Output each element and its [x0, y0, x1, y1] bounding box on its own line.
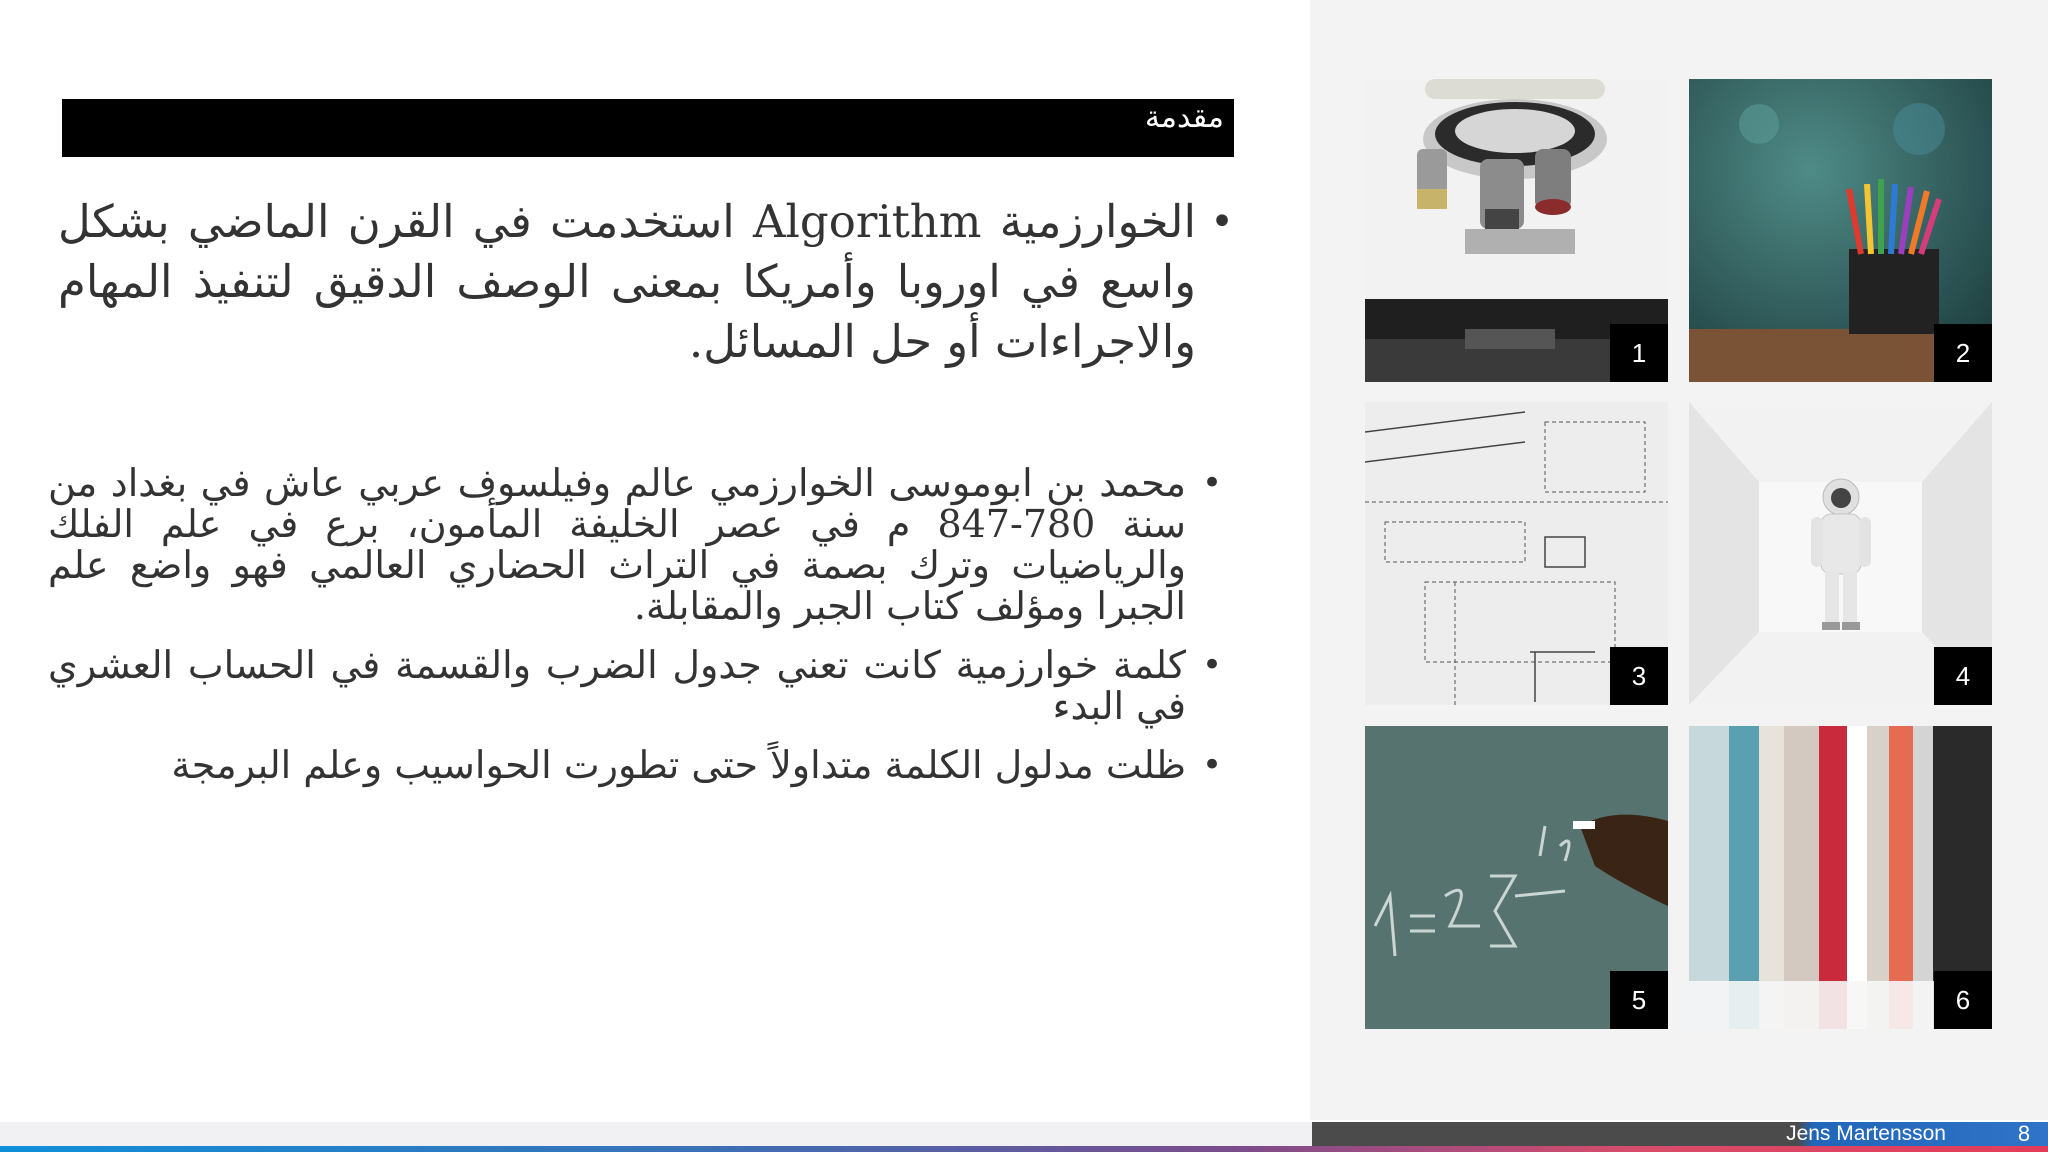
bullet-icon: • [1201, 463, 1223, 503]
astronaut-image [1689, 402, 1992, 705]
page-number: 8 [2017, 1121, 2031, 1146]
bullet-icon: • [1210, 199, 1234, 245]
list-item [48, 745, 1228, 786]
slide-title: مقدمة [1144, 100, 1224, 135]
bullet-text: ظلت مدلول الكلمة متداولاً حتى تطورت الحواسيب وعلم البرمجة [171, 743, 1186, 787]
chalkboard-image [1365, 726, 1668, 1029]
accent-strip [0, 1146, 2048, 1152]
image-number-label: 3 [1610, 647, 1668, 705]
image-number-label: 1 [1610, 324, 1668, 382]
footer-author: Jens Martensson [1786, 1122, 1946, 1145]
books-image [1689, 726, 1992, 1029]
bullet-list [48, 463, 1228, 804]
footer-left-band [0, 1122, 1312, 1146]
intro-bullet [58, 192, 1238, 372]
bullet-text: كلمة خوارزمية كانت تعني جدول الضرب والقسمة في الحساب العشري في البدء [48, 643, 1186, 728]
list-item [48, 645, 1228, 727]
image-number-label: 4 [1934, 647, 1992, 705]
colored-pencils-image [1689, 79, 1992, 382]
image-number-label: 5 [1610, 971, 1668, 1029]
list-item [48, 463, 1228, 627]
intro-paragraph-block [58, 192, 1238, 372]
microscope-image [1365, 79, 1668, 382]
image-number-label: 6 [1934, 971, 1992, 1029]
bullet-text: محمد بن ابوموسى الخوارزمي عالم وفيلسوف عربي عاش في بغداد من سنة 780-847 م في عصر الخليفة المأمون، برع في علم الفلك والرياضيات وترك بصمة في التراث الحضاري العالمي فهو واضع علم الجبرا ومؤلف كتاب الجبر والمقابلة. [48, 461, 1186, 628]
image-number-label: 2 [1934, 324, 1992, 382]
bullet-icon: • [1201, 745, 1223, 785]
title-bar [62, 99, 1234, 157]
blueprint-image [1365, 402, 1668, 705]
bullet-icon: • [1201, 645, 1223, 685]
intro-text: الخوارزمية Algorithm استخدمت في القرن الماضي بشكل واسع في اوروبا وأمريكا بمعنى الوصف الدقيق لتنفيذ المهام والاجراءات أو حل المسائل. [58, 195, 1196, 368]
